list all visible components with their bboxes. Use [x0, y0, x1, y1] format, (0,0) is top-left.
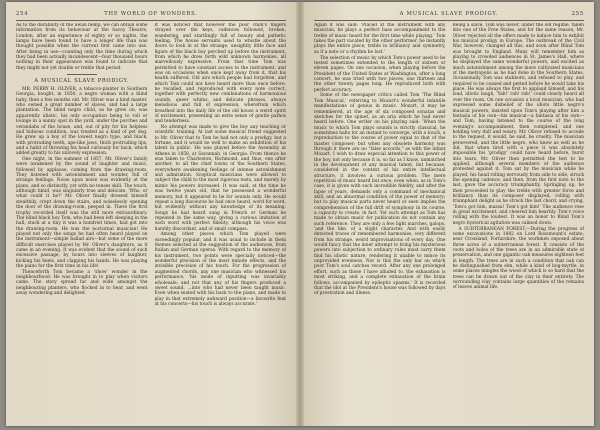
paragraph: Being a slave, Tom was never, under the old régime, taken into one of the Free States, and for the same reason, Mr. Oliver rejected all the offers made to induce him to exhibit his musical prodigy in Europe. The outbreak of the Civil War, however, changed all this, and soon after Blind Tom was brought to England. Many will remember him as playing to crowded audiences in St. James's Hall, where he displayed the same wonderful powers, and excited as much astonishment among the more cultivated musicians of the metropolis as he had done in the Southern States. Occasionally Tom was stubborn, and refused to play, and required to be coaxed and petted before he would take his place. He was always the first to applaud himself, and his loud, idiotic laugh, 'Yah!' rah! rah!' could clearly heard all over the room. On one occasion a local musician, who had expressed some disbelief of the idiots little negro's musical powers, insisted upon Tom's playing after him a fantasia of his own—his musical—a fantasia of his own—and Tom, having listened to the course of the long evening's accompaniment, then completed, and one holding very dull and weary. Mr. Oliver refused to accede to the request, it would, he said, be cruelty. The musician persevered, and the little negro, who knew as well as he did, that when tired with a piece it was absolutely impossible his 'prodigy' could have heard before, burst into tears. Mr. Oliver then permitted the test to be applied, although several members of the audience protested against it. Tom sat by the musician while he played, his head rolling nervously from side to side, struck the opening cadence, and then, from the first note to the last, gave the accuracy triumphantly. Springing up, he then proceeded to play the treble with greater force and brilliancy than its composer displayed, rolling with triumphant delight as he struck the last chord, and crying, 'Tom's got him, massa! Tom's got him!' The audience rose in great excitement, and cheered him heartily. Tom's voice rolling with the loudest. It was an honor to Blind Tom's negro hysterical agitation was calmed down.: [452, 23, 584, 226]
page-number-right: 255: [571, 11, 584, 17]
paragraph: No attempt was made to give the boy any teaching or scientific training. At last some musical friend suggested to Mr. Oliver that to Tom he had not only a prodigy, but a fortune, and it would be well to make an exhibition of his talent in public. He was played before the Assembly at Athens in 1858, at Savannah, in Georgia. From thence he was taken to Charleston, Richmond, and thus, one after another, to all the chief towns of the Southern States, everywhere awakening feelings of intense astonishment and admiration. Sceptical musicians were allowed to subject the child to the most rigorous tests, and merely by mimic his powers increased. It was said, at the time he was twelve years old, that he possessed a wonderful memory, but it appeared to be for sounds only. He would repeat a long discourse he had once heard, word for word, but evidently without any knowledge of its meaning. Songs he had heard sung in French or German he repeated in the same way, giving a curious imitation of each word with perfect fidelity, although his voice was harshly discordant, and of small compass.: [154, 125, 286, 232]
running-head-right: [314, 11, 584, 20]
column-right-2: [453, 23, 585, 418]
paragraph: Among other pieces which Tom played were exceedingly popular, and it was usual to include in them themes selected at the suggestion of the audiences, from Italian and German operas. With regard to the memory of his instrument, two points were specially noticed—the wonderful precision of the most minute effects, and the invisible precision of his touch. For the progression of augmented chords, any one musician who witnessed his performance, 'his mode of inputting was invariably wholesale; and not that any of his fingers produced a sweet sound, ...into who had never been taught music. Even when seated with his back to the piano, and made to play in that extremely awkward position—a favourite feat at his concerts—his touch is always accurate.': [154, 232, 286, 307]
book-spread: [6, 2, 594, 426]
text-columns-left: [16, 23, 286, 418]
paragraph: The selection of music by which Tom's power used to be tested sometimes extended to the length of sixteen or eleven pages. On one occasion, when playing before the President of the United States at Washington, after a long concert, he was tried with two pieces, one thirteen and the other twenty pages long. He reproduced both with perfect accuracy.: [314, 55, 446, 93]
right-page: [304, 2, 594, 426]
column-right-1: [314, 23, 446, 418]
paragraph: Thenceforth Tom became a 'show' wonder in the neighbourhood. He was brought in to play when visitors came. The story spread far and wide amongst the neighbouring planters, who flocked in to hear, and went away wondering and delighted.: [16, 269, 148, 297]
paragraph: MR. PERRY H. OLIVER, a tobacco-planter in Southern Georgia, bought, in 1850, a negro woman with a blind baby, then a few months old. Mr. Oliver was a kind master, who owned a great number of slaves, and had a large plantation. The blind negro child, as he grew on, was apparently idiotic, his only occupation being to roll or lounge in a sunny spot in the yard, under the porches and verandahs of the house, and, out of pity for his helpless and hideous condition, was treated as a kind of pet dog. He grew up a boy of the lowest negro type, and black, with protruding teeth, ape-like jaws, thick protruding lips, and a habit of throwing his head curiously for back, which added greatly to his unlovely expression.: [16, 87, 148, 157]
page-number-left: 254: [16, 11, 29, 17]
header-rule-right: [314, 20, 584, 21]
column-left-2: [155, 23, 287, 418]
running-head-left: [16, 11, 286, 20]
text-columns-right: [314, 23, 584, 418]
paragraph: Again it was said: 'Placed at the instrument with any musician, he plays a perfect bass accompaniment to the treble of music heard for the first time while playing.' Tom takes the part vacated by the other performer, he instantly plays the entire piece, treble in brilliancy and symmetry, as if a note or a rhythm be lost.': [314, 23, 446, 55]
running-title-left: THE WORLD OF WONDERS.: [104, 11, 198, 17]
section-divider: [67, 74, 97, 75]
paragraph: It was noticed that however the poor child's fingers strayed over the keys, cadences followed, broken, wandering, and startlingly full of beauty and pathetic feeling. The house servants used to whistle about the doors to look in at the strange, unsightly little face and figure of the black boy perched up before the instrument, from which he drew forth wild unknown harmonies, all marvellously expressive. From that time Tom was permitted to have constant access to the instrument, and was on occasions when once kept away from it, that his health suffered. Old airs which people had forgotten, and which Tom could not have heard more than once before, he recalled, and reproduced with every note correct, together with perfectly new combinations of harmonious sounds, queer whims, and delicate phrases, always melodious and full of expression, wherefrom which breathed into the daily life of the old house a weird spirit of excitement, presenting an eerie sense of gentle pathos and tenderness.: [154, 23, 286, 125]
paragraph: One night, in the summer of 1857, Mr. Oliver's family were awakened by the sound of laughter and music, followed by applause, coming from the drawing-room. They listened with astonishment and wonder, full of strange feelings. Noise upon noise was evidently at the piano, and so distinctly, yet with no tenses skill. The touch, although timid, was singularly true and delicate. 'Who, or what could it be?' Mr. Oliver finally dressed himself stealthily, crept down the stairs, and noiselessly opening the door of the drawing-room, peeped in. There the first trophy recorded itself was the still more extraordinary. The blind black boy Tom, who had been left sleeping in the hall, stuck at a tiny it was a hundred times, had got into the drawing-room. He was the nocturnal musician! He played not only the songs he had often heard played on the instrument—simple ballad airs—but some of the more difficult exercises played by Mr. Oliver's daughters, as it came in an evening. It was evident that the sound of such excessive passage, by hours into sleeves of laughter, kicking his heels, and clapping his hands. He was playing the piano for the first time in his life!: [16, 157, 148, 269]
book-gutter: [296, 2, 304, 426]
paragraph: As to the durability of the Swan hemp, we can obtain some information from its behaviour at the Savoy Theatre, London, after an experience of eighty or so nights, the lamps have been found to have a longer life than was thought possible when the current first came into use. After being in use—counting only the time during which they had been actually incandescent—four thousand hours nothing in their appearance was found to indicate that they might not yet double or treble that period.: [16, 23, 148, 71]
column-left-1: [16, 23, 148, 418]
paragraph: Some of the newspaper critics called Tom 'The Blind Tom Musical,' referring to Mozart's wonderful infantile manifestations of genius in music. Mozart, it may be remembered, at the age of six composed sonatas and sketches for the spinet, as an aria which he had never heard before. One writer on his playing said: 'When the music to which Tom plays sounds is strictly classical, he sometimes halts for an instant to converge, with a touch, a reproduction to the course of power equal to that of the master composer; but when any obsolete harmony was through it there are no "false accords," as with the infant Mozart. I wish to draw especial attention to this power of the boy, not only because it is, so far as I know, unmatched in the development of any musical talent, but because, considered in the context of his entire intellectual structure, it involves a curious problem. The mere repetition of music heard but once, even when, as in Tom's case, it is given with such incredible fidelity, and after the lapse of years, demands only a command of mechanical skill, and an abnormal condition of the power of memory; but to play musical parts never heard or seen implies the comprehension of the full drift of symphony in its course, a capacity to create, in fact. Yet such attempt as Tom has made to obtain music for publication do not contain any such reference. They are only a few light marches, galops, 'and the like, of a slight character. And with easily detected traces of remembered harmonies, very different from his strange, weird improvisations of every day. One would fancy that the inner attempt to bring his mysterious powers into subjection to ordinary rules must carry them find his idiotic nature, rendering it unable to mince its unprovided evenness. Nor is this the only bar on which poor Tom's soul catches record. After any one prolonged effort, such as those I have alluded to, the exhaustion is most striking, and a complete exhaustion of the brain follows, accompanied by epileptic spasms.' It is recorded that the idol at the President's house was followed by days of prostration and illness.: [314, 93, 446, 297]
running-title-right: A MUSICAL SLAVE PRODIGY.: [399, 11, 499, 17]
left-page: [6, 2, 296, 426]
header-rule-left: [16, 20, 286, 21]
section-heading: A MUSICAL SLAVE PRODIGY.: [34, 78, 130, 85]
paragraph: A SUBTERRANEAN FOREST.—During the progress of some excavations in 1882 on Lord Rossmount's estate, near Crossland, Forfarshire, the workmen exposed about three acres of a subterranean forest. It consists of the roots and boles of the trees are in an admirable state of preservation, and one gigantic oak measures eighteen feet in length. The trees are in such a condition that oak can be distinguished from elm, while a kind of bog-myrtle, in some places mingles the wood of which is so hard that the trees can be drawn out of the clay in their entirety. The surrounding clay contains large quantities of the remains of leaves animal life.: [452, 226, 584, 291]
